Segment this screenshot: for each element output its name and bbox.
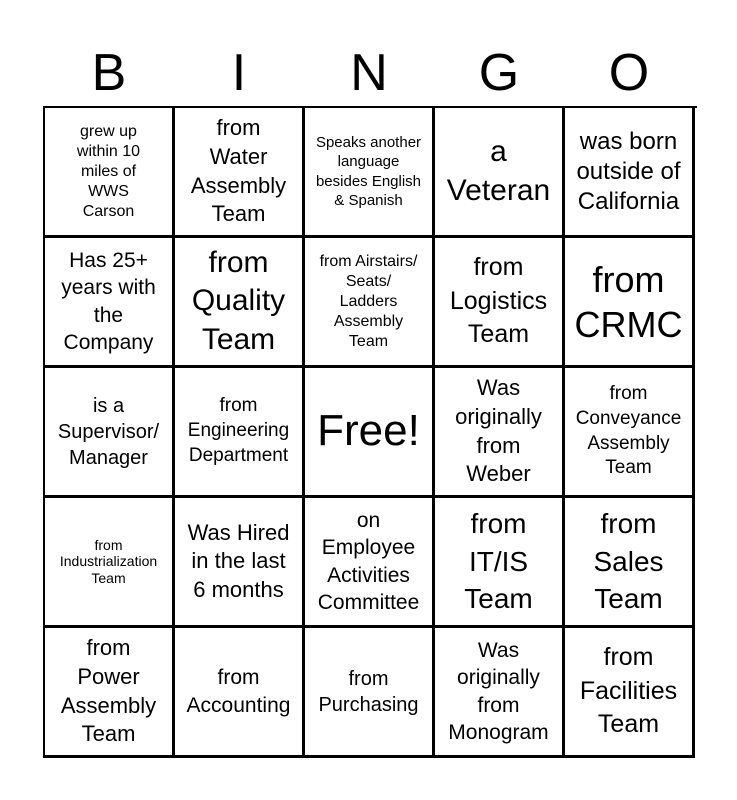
bingo-cell[interactable]: from Facilities Team — [565, 628, 695, 758]
bingo-cell[interactable]: Was Hired in the last 6 months — [175, 498, 305, 628]
bingo-cell[interactable]: Has 25+ years with the Company — [45, 238, 175, 368]
bingo-grid — [43, 106, 697, 758]
bingo-cell-free[interactable]: Free! — [305, 368, 435, 498]
bingo-cell[interactable]: from Conveyance Assembly Team — [565, 368, 695, 498]
header-letter-o: O — [608, 44, 650, 102]
bingo-cell[interactable]: from Water Assembly Team — [175, 108, 305, 238]
bingo-cell[interactable]: from Power Assembly Team — [45, 628, 175, 758]
bingo-cell[interactable]: from Purchasing — [305, 628, 435, 758]
bingo-cell[interactable]: from IT/IS Team — [435, 498, 565, 628]
header-letter-i: I — [231, 44, 247, 102]
header-letter-g: G — [478, 44, 520, 102]
bingo-cell[interactable]: from Industrialization Team — [45, 498, 175, 628]
bingo-header — [44, 40, 694, 106]
bingo-cell[interactable]: from Logistics Team — [435, 238, 565, 368]
bingo-cell[interactable]: Speaks another language besides English & Spanish — [305, 108, 435, 238]
bingo-cell[interactable]: Was originally from Monogram — [435, 628, 565, 758]
bingo-cell[interactable]: was born outside of California — [565, 108, 695, 238]
bingo-cell[interactable]: from Accounting — [175, 628, 305, 758]
header-letter-b: B — [91, 44, 127, 102]
bingo-cell[interactable]: is a Supervisor/ Manager — [45, 368, 175, 498]
bingo-cell[interactable]: from Quality Team — [175, 238, 305, 368]
bingo-cell[interactable]: from Airstairs/ Seats/ Ladders Assembly Team — [305, 238, 435, 368]
bingo-cell[interactable]: from Engineering Department — [175, 368, 305, 498]
header-letter-n: N — [350, 44, 388, 102]
bingo-cell[interactable]: a Veteran — [435, 108, 565, 238]
bingo-cell[interactable]: from CRMC — [565, 238, 695, 368]
bingo-cell[interactable]: grew up within 10 miles of WWS Carson — [45, 108, 175, 238]
bingo-cell[interactable]: on Employee Activities Committee — [305, 498, 435, 628]
bingo-cell[interactable]: from Sales Team — [565, 498, 695, 628]
bingo-cell[interactable]: Was originally from Weber — [435, 368, 565, 498]
